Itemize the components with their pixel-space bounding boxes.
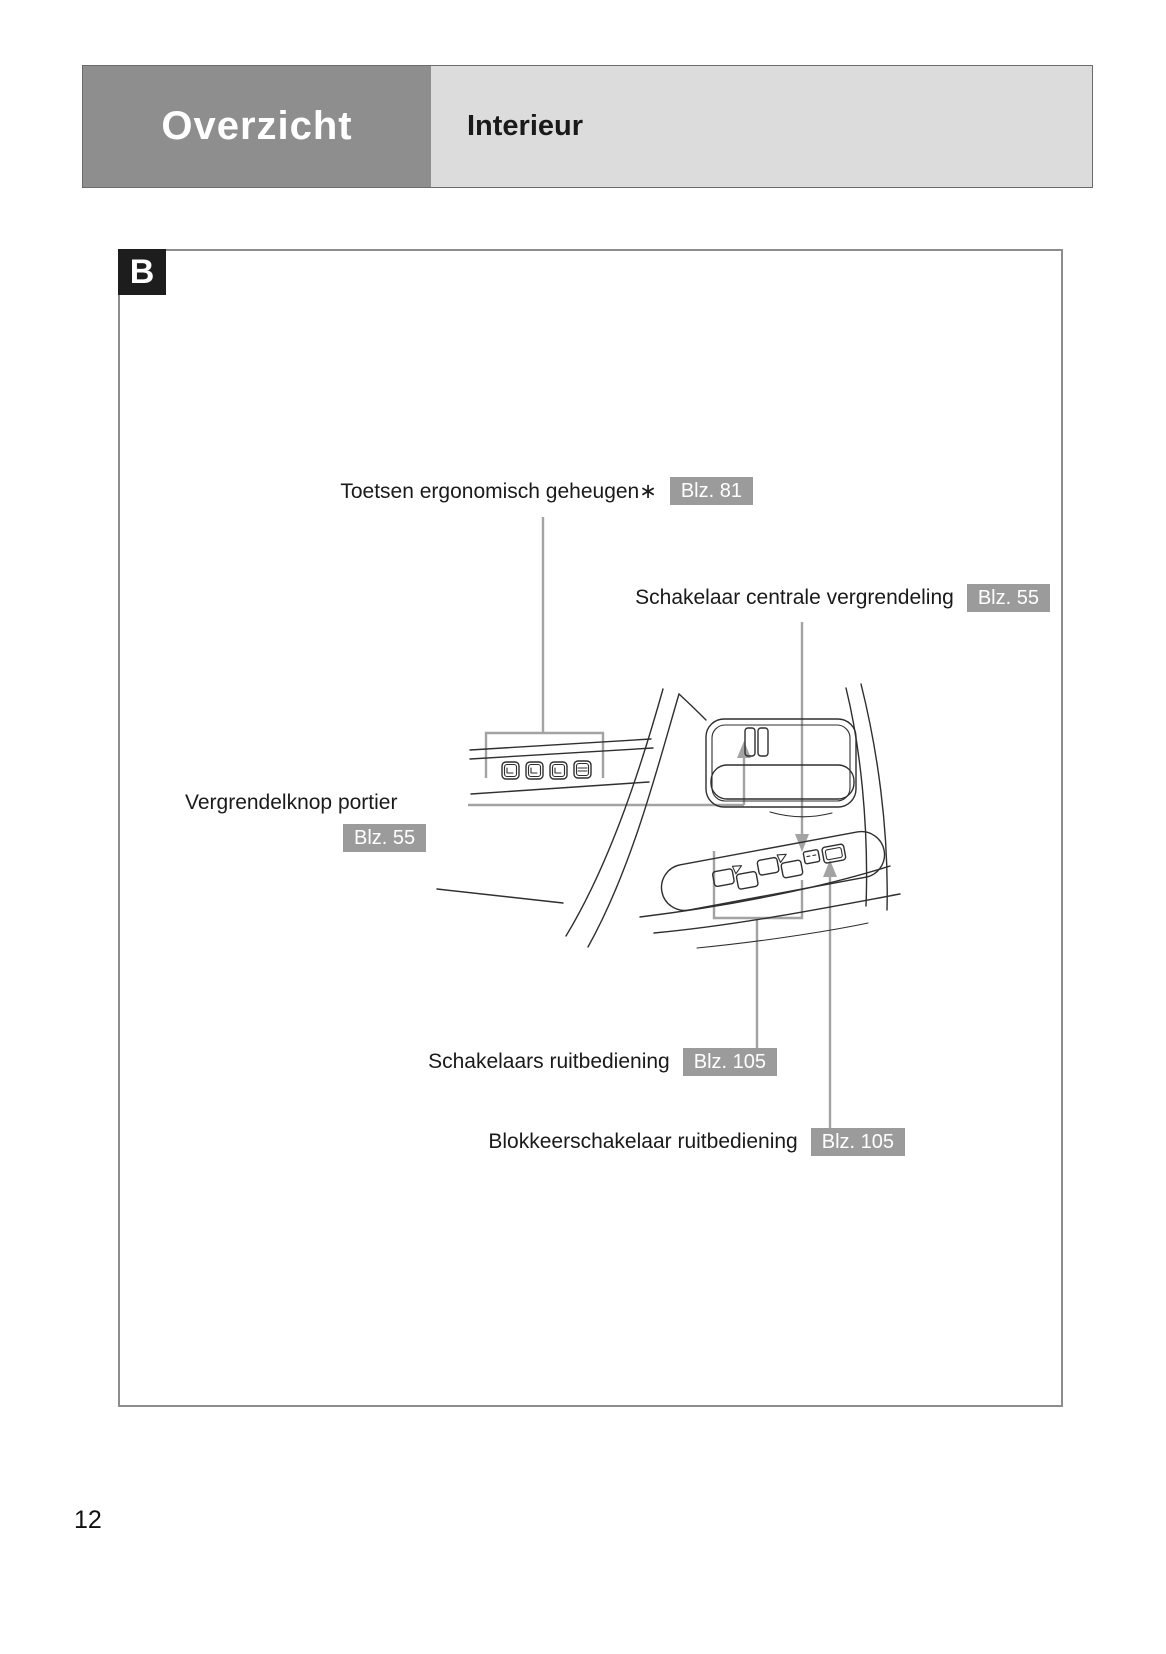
pillar-band — [566, 689, 663, 936]
callout-text: Blokkeerschakelaar ruitbediening — [488, 1130, 798, 1153]
window-switch — [712, 868, 734, 886]
callout-window-switches — [428, 1048, 777, 1076]
trim-crease — [437, 889, 563, 903]
callout-text: Schakelaars ruitbediening — [428, 1050, 670, 1073]
door-top-edge — [679, 694, 706, 720]
memory-button-1 — [502, 762, 519, 779]
page-ref-badge: Blz. 105 — [811, 1128, 905, 1156]
page-title: Interieur — [467, 110, 584, 142]
page-ref-badge: Blz. 81 — [670, 477, 753, 505]
window-switch-panel — [658, 828, 889, 914]
callout-lockout-switch — [488, 1128, 905, 1156]
armrest-edge — [654, 894, 900, 933]
page-ref-badge: Blz. 105 — [683, 1048, 777, 1076]
door-edge — [861, 684, 887, 910]
page-number: 12 — [74, 1506, 102, 1534]
sill-line — [471, 782, 649, 794]
memory-set-button — [574, 761, 591, 778]
page-ref-badge: Blz. 55 — [967, 584, 1050, 612]
window-lockout-switch — [822, 844, 847, 864]
window-switch — [757, 857, 779, 875]
sill-line — [470, 739, 651, 750]
callout-text: Schakelaar centrale vergrendeling — [635, 586, 954, 609]
door-pull-handle — [706, 719, 856, 817]
callout-door-lock-knob — [185, 791, 397, 815]
callout-memory-buttons — [340, 477, 753, 505]
page-ref-badge: Blz. 55 — [343, 824, 426, 852]
trim-crease — [697, 923, 868, 948]
callout-central-lock — [635, 584, 1050, 612]
section-title: Overzicht — [161, 104, 353, 148]
seat-memory-buttons — [502, 761, 591, 779]
door-lock-knob — [758, 728, 768, 756]
central-lock-switch — [803, 849, 820, 864]
figure-marker-b: B — [118, 249, 166, 295]
callout-text: Vergrendelknop portier — [185, 791, 398, 814]
handle-grip — [711, 765, 854, 799]
callout-text: Toetsen ergonomisch geheugen∗ — [340, 479, 657, 503]
window-switch — [781, 860, 803, 878]
memory-button-3 — [550, 762, 567, 779]
memory-button-2 — [526, 762, 543, 779]
sill-line — [470, 748, 653, 759]
window-switch — [736, 871, 758, 889]
